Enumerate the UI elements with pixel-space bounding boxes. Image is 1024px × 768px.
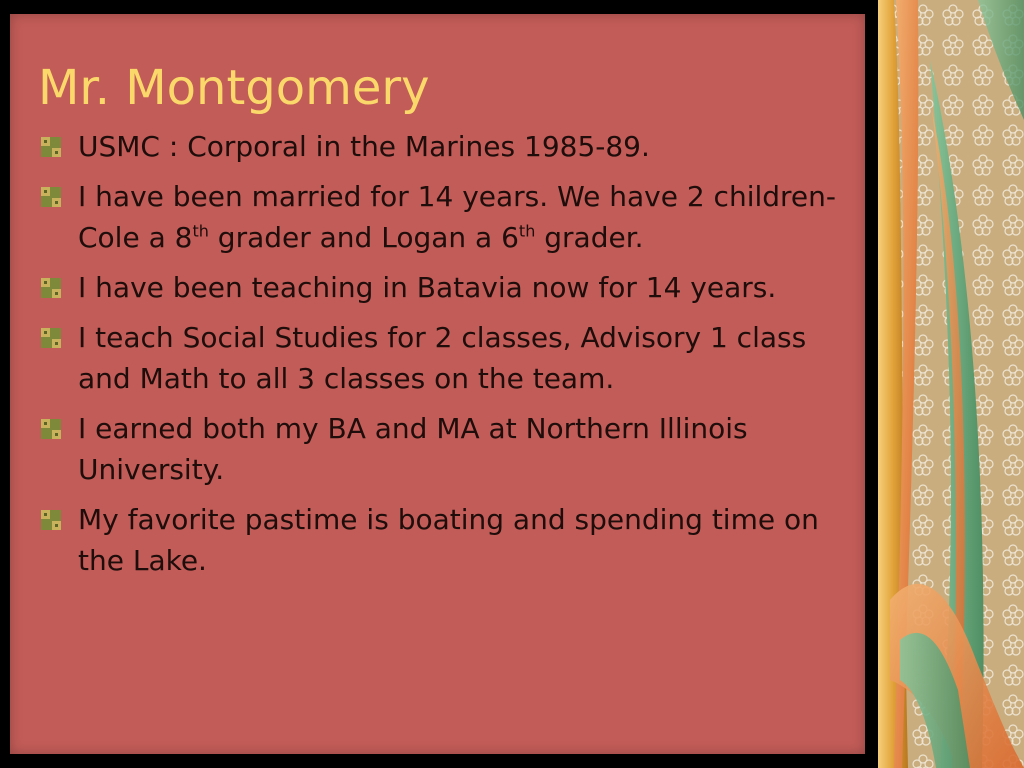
bullet-text-part-1: I have been married for 14 years. We have 2 children- Cole a 8 [78,180,836,254]
list-item [38,267,848,308]
list-item [38,126,848,167]
fractal-square-bullet-icon [40,277,62,299]
superscript-th: th [192,221,209,241]
list-item [38,176,848,258]
bullet-text-part-3: grader. [535,221,644,254]
fractal-square-bullet-icon [40,136,62,158]
superscript-th: th [518,221,536,241]
bullet-text: I have been teaching in Batavia now for 14 years. [78,271,777,304]
slide-title: Mr. Montgomery [38,60,430,116]
list-item [38,408,848,490]
decorative-side-border [878,0,1024,768]
bullet-text: I teach Social Studies for 2 classes, Advisory 1 class and Math to all 3 classes on the team. [78,321,807,395]
fractal-square-bullet-icon [40,418,62,440]
bullet-text: My favorite pastime is boating and spending time on the Lake. [78,503,819,577]
list-item [38,499,848,581]
fractal-square-bullet-icon [40,509,62,531]
fractal-square-bullet-icon [40,327,62,349]
bullet-list [38,126,848,590]
bullet-text: USMC : Corporal in the Marines 1985-89. [78,130,650,163]
bullet-text: I earned both my BA and MA at Northern Illinois University. [78,412,748,486]
fractal-square-bullet-icon [40,186,62,208]
bullet-text-part-2: grader and Logan a 6 [208,221,519,254]
list-item [38,317,848,399]
